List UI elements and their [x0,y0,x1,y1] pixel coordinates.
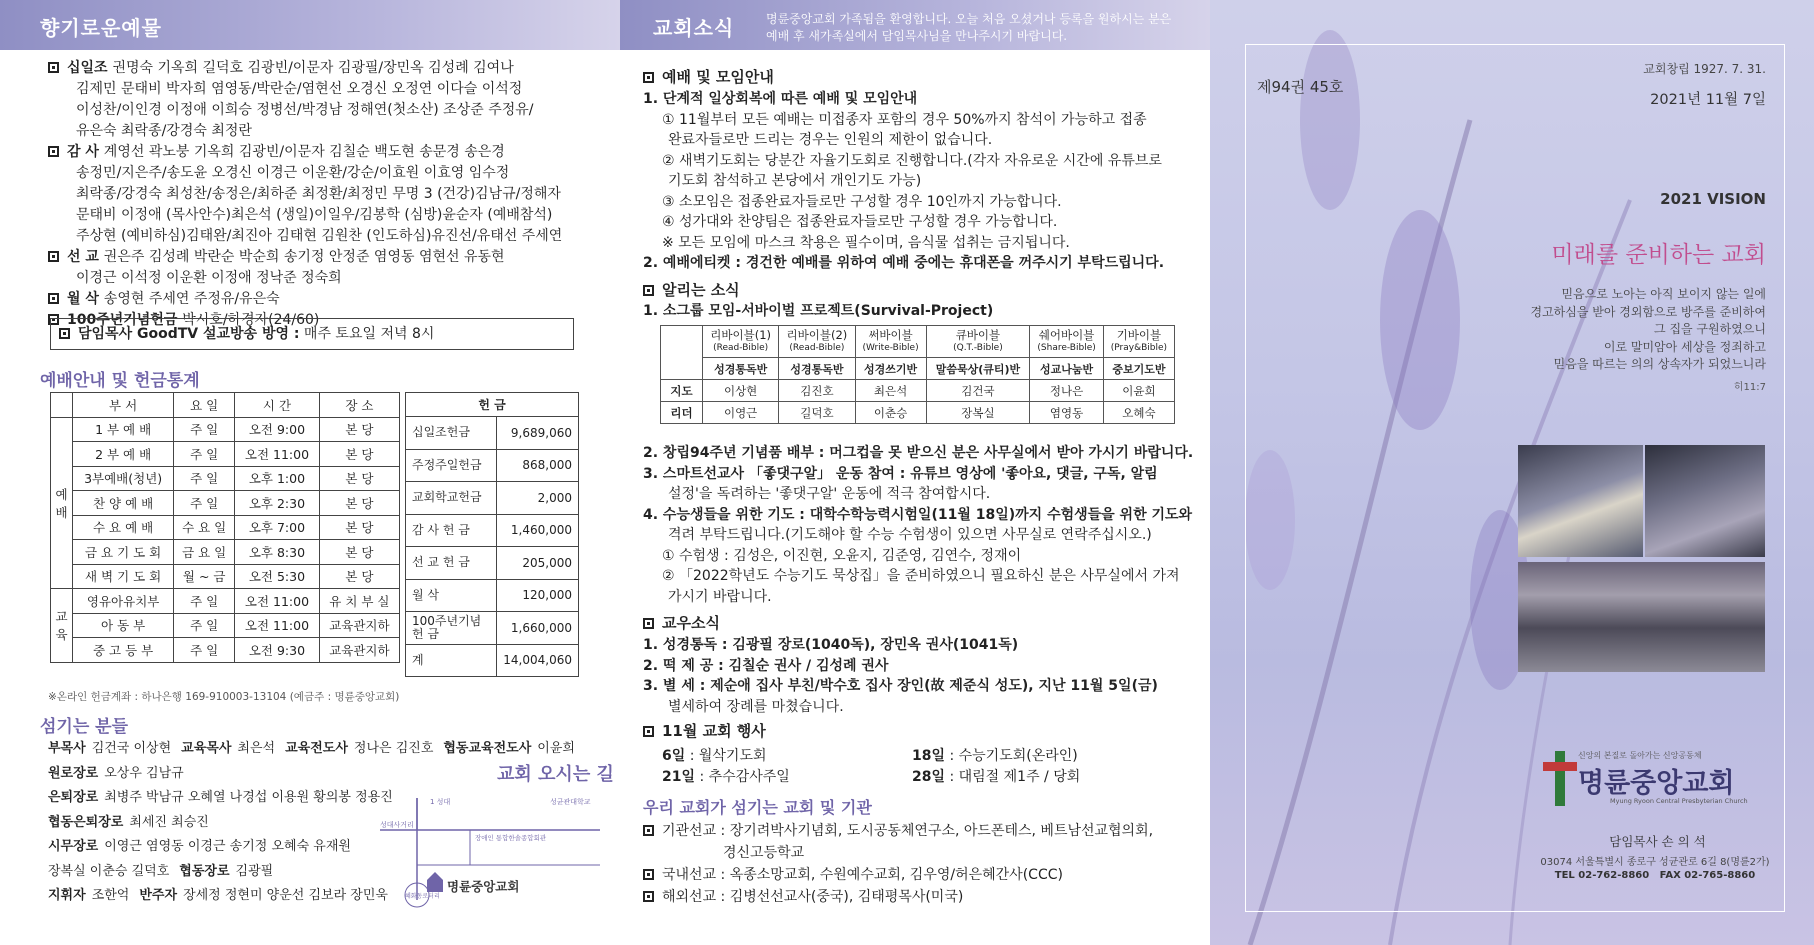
table-cell: 오후 2:30 [235,491,320,516]
offering-names: 이성찬/이인경 이정애 이희승 정병선/박경남 정해연(첫소산) 조상준 주정유/ [76,102,534,118]
server-names: 오상우 김남규 [104,765,184,781]
table-cell: 오전 9:00 [235,417,320,442]
table-row [406,514,579,547]
grid-topic: 중보기도반 [1103,358,1174,380]
server-row [48,737,585,761]
offering-line [48,58,514,79]
table-cell: 영유아유치부 [73,589,174,614]
news-line: 완료자들로만 드리는 경우는 인원의 제한이 없습니다. [668,132,993,148]
section-title-text: 교우소식 [662,614,720,632]
map-label: 명륜중앙교회 [447,879,520,894]
offering-amount: 9,689,060 [497,417,579,450]
news-line: 4. 수능생들을 위한 기도 : 대학수학능력시험일(11월 18일)까지 수험생들을 위한 기도와 [643,506,1193,523]
grid-cell: 최은석 [855,380,926,402]
server-names: 최병주 박남규 오혜열 나경섭 이용원 황의봉 정용진 [104,790,393,805]
event-item [912,745,1078,765]
offering-label: 100주년기념 헌 금 [406,612,497,645]
table-cell: 월 ~ 금 [174,564,235,589]
grid-cell: 길덕호 [779,402,855,424]
fax: FAX 02-765-8860 [1659,870,1756,881]
servers-title: 섬기는 분들 [40,717,129,737]
bullet-icon [643,72,654,83]
grid-program [855,326,926,358]
mission-text: 경신고등학교 [723,845,805,861]
program-sub: (Read-Bible) [713,342,769,353]
table-cell: 3부예배(청년) [73,466,174,491]
offering-label: 계 [406,644,497,677]
server-names: 정나은 김진호 [353,741,434,756]
news-page [620,0,1210,945]
grid-row [661,402,1175,424]
grid-topic: 성경쓰기반 [855,358,926,380]
grid-topic: 성경통독반 [703,358,779,380]
table-row [51,564,400,589]
worship-title: 예배안내 및 헌금통계 [40,371,200,391]
grid-row-label: 리더 [661,402,703,424]
offering-line [76,268,342,289]
offering-category: 감 사 [67,144,104,160]
table-header-cell: 부 서 [73,393,174,418]
news-line: 1. 성경통독 : 김광필 장로(1040독), 장민옥 권사(1041독) [643,637,1019,653]
event-text: : 추수감사주일 [695,769,790,785]
offering-names: 김제민 문태비 박자희 염영동/박란순/염현선 오경신 오정연 이다슬 이석정 [76,81,523,97]
server-names: 이윤희 [537,741,575,756]
server-role: 지휘자 [48,888,86,903]
table-cell: 오후 1:00 [235,466,320,491]
news-line: ② 「2022학년도 수능기도 묵상집」을 준비하였으니 필요하신 분은 사무실에서 가져 [662,568,1180,584]
server-names: 김광필 [235,863,274,879]
table-cell: 찬 양 예 배 [73,491,174,516]
program-sub: (Read-Bible) [789,342,845,353]
server-row [48,835,361,859]
verse-line: 이로 말미암아 세상을 정죄하고 [1603,339,1766,354]
offering-amount: 120,000 [497,579,579,612]
table-cell: 유 치 부 실 [319,589,399,614]
table-cell: 본 당 [319,540,399,565]
event-item [662,766,790,786]
grid-cell: 정나은 [1030,380,1104,402]
server-row [48,762,194,786]
section-title [643,720,766,741]
table-header-cell: 요 일 [174,393,235,418]
event-day: 6일 [662,748,686,764]
table-header-row [51,393,400,418]
server-role: 시무장로 [48,839,99,854]
offering-line [76,100,534,121]
offering-amount: 2,000 [497,482,579,515]
grid-cell: 이윤희 [1103,380,1174,402]
offering-category: 십일조 [67,60,113,76]
news-line: 2. 떡 제 공 : 김칠순 권사 / 김성례 권사 [643,657,889,674]
worship-table [50,392,400,663]
table-cell: 주 일 [174,466,235,491]
offering-label: 감 사 헌 금 [406,514,497,547]
grid-program [1030,326,1104,358]
offering-names: 권은주 김성례 박란순 박순희 송기정 안정준 염영동 염현선 유동현 [103,249,505,265]
news-line: 1. 단계적 일상회복에 따른 예배 및 모임안내 [643,91,918,107]
table-cell: 주 일 [174,442,235,467]
news-line: 별세하여 장례를 마쳤습니다. [668,698,844,715]
program-name: 쉐어바이블 [1038,327,1095,342]
grid-cell: 이춘승 [855,402,926,424]
grid-row [661,380,1175,402]
offering-names: 문태비 이정애 (목사안수)최은석 (생일)이일우/김봉학 (심방)윤순자 (예배참석) [76,207,553,223]
vision-label: 2021 VISION [1660,190,1766,208]
table-cell: 오전 5:30 [235,564,320,589]
grid-program [1103,326,1174,358]
event-day: 21일 [662,769,696,785]
news-line: 3. 스마트선교사 「좋댓구알」 운동 참여 : 유튜브 영상에 '좋아요, 댓글, 구독, 알림 [643,465,1158,482]
table-cell: 본 당 [319,466,399,491]
offering-names: 최락종/강경숙 최성찬/송정은/최하준 최정환/최정민 무명 3 (건강)김남규/정해자 [76,186,561,202]
news-line: ※ 모든 모임에 마스크 착용은 필수이며, 음식물 섭취는 금지됩니다. [662,234,1070,251]
church-address: 03074 서울특별시 종로구 성균관로 6길 8(명륜2가) [1540,857,1770,868]
verse-reference: 히11:7 [1733,382,1766,393]
verse-line: 믿음을 따르는 의의 상속자가 되었느니라 [1553,357,1766,371]
news-line [643,864,1063,884]
group-cell: 교 육 [51,589,73,663]
choir-photo [1645,445,1765,557]
cross-icon [1540,748,1580,808]
grid-program [779,326,855,358]
verse-line: 그 집을 구원하였으니 [1654,322,1766,336]
offering-names: 권명숙 기옥희 길덕호 김광빈/이문자 김광필/장민옥 김성례 김여나 [112,60,514,76]
program-sub: (Q.T.-Bible) [953,342,1003,353]
offering-stats-table [405,392,579,677]
grid-program [926,326,1030,358]
table-row [51,613,400,638]
bullet-icon [48,62,59,73]
news-line: 2. 창립94주년 기념품 배부 : 머그컵을 못 받으신 분은 사무실에서 받아 가시기 바랍니다. [643,445,1194,461]
grid-topic: 성교나눔반 [1030,358,1104,380]
table-header-cell [51,393,73,418]
news-line: ③ 소모임은 접종완료자들로만 구성할 경우 10인까지 가능합니다. [662,193,1062,210]
program-name: 큐바이블 [955,327,1001,342]
server-names: 최은석 [237,741,276,756]
table-cell: 금 요 일 [174,540,235,565]
table-cell: 수 요 예 배 [73,515,174,540]
news-line: 격려 부탁드립니다.(기도해야 할 수능 수험생이 있으면 사무실로 연락주십시오.) [668,527,1152,543]
table-row [406,449,579,482]
offering-line [76,205,552,226]
cover-page [1210,0,1814,945]
table-cell: 주 일 [174,417,235,442]
table-cell: 본 당 [319,417,399,442]
grid-header-row [661,326,1175,358]
section-title [643,279,740,300]
grid-cell: 이영근 [703,402,779,424]
grid-topic-row [661,358,1175,380]
verse-line: 경고하심을 받아 경외함으로 방주를 준비하여 [1530,304,1766,319]
table-row [51,417,400,442]
offering-line [76,121,252,142]
news-line: ④ 성가대와 찬양팀은 접종완료자들로만 구성할 경우 가능합니다. [662,214,1058,230]
section-title-text: 예배 및 모임안내 [662,68,774,86]
server-names: 이영근 염영동 이경근 송기정 오혜숙 유재원 [104,839,351,854]
server-names: 조한억 [91,888,130,903]
offering-amount: 868,000 [497,449,579,482]
section-title [643,612,720,633]
offering-names: 이경근 이석정 이운환 이정애 정낙준 정숙희 [76,270,342,286]
table-row [406,644,579,677]
program-name: 써바이블 [868,327,913,342]
sermon-photo [1518,445,1643,557]
news-line [643,820,1153,840]
table-row [406,547,579,580]
server-row [48,860,283,884]
table-cell: 아 동 부 [73,613,174,638]
grid-cell: 오혜숙 [1103,402,1174,424]
table-row [51,589,400,614]
table-row [51,466,400,491]
grid-cell: 김건국 [926,380,1030,402]
offering-line [48,289,280,310]
news-line: ① 11월부터 모든 예배는 미접종자 포함의 경우 50%까지 참석이 가능하고 접종 [662,111,1147,128]
grid-program [703,326,779,358]
table-cell: 본 당 [319,491,399,516]
news-line: 3. 별 세 : 제순애 집사 부친/박수호 집사 장인(故 제준식 성도), 지난 11월 5일(금) [643,678,1158,694]
offering-line [76,163,509,184]
table-cell: 교육관지하 [319,613,399,638]
table-cell: 주 일 [174,589,235,614]
offering-amount: 1,660,000 [497,612,579,645]
vision-slogan: 미래를 준비하는 교회 [1551,242,1766,268]
table-cell: 금 요 기 도 회 [73,540,174,565]
server-role: 반주자 [139,888,178,903]
offering-line [76,79,522,100]
table-cell: 오전 9:30 [235,638,320,663]
mission-text: 국내선교 : 옥종소망교회, 수원예수교회, 김우영/허은혜간사(CCC) [662,867,1063,883]
table-row [51,442,400,467]
bullet-icon [48,251,59,262]
table-row [406,612,579,645]
group-cell: 예 배 [51,417,73,589]
bullet-icon [643,726,654,737]
bullet-icon [48,293,59,304]
section-title-text: 알리는 소식 [662,281,740,299]
program-sub: (Write-Bible) [862,342,919,353]
offering-names: 주상현 (예비하심)김태완/최진아 김태현 김원찬 (인도하심)유진선/유태선 주세연 [76,228,563,244]
news-line: ② 새벽기도회는 당분간 자율기도회로 진행합니다.(각자 자유로운 시간에 유튜브로 [662,152,1162,169]
server-row [48,811,219,835]
server-role: 협동장로 [179,863,230,879]
table-row [51,540,400,565]
offering-names: 박시호/하경자(24/60) [182,312,320,328]
map-label: 성균관대학교 [550,798,591,806]
map-label: 1 성대 [430,798,451,806]
table-cell: 본 당 [319,442,399,467]
event-text: : 수능기도회(온라인) [945,748,1078,764]
church-name: 명륜중앙교회 [1578,768,1735,799]
server-names: 장복실 이춘승 길덕호 [48,863,170,879]
table-cell: 오전 11:00 [235,589,320,614]
bullet-icon [48,146,59,157]
table-header-cell: 헌 금 [406,393,579,417]
news-line: 기도회 참석하고 본당에서 개인기도 가능) [668,173,922,189]
server-names: 김건국 이상현 [91,741,172,756]
grid-topic: 말씀묵상(큐티)반 [926,358,1030,380]
welcome-note: 명륜중앙교회 가족됨을 환영합니다. 오늘 처음 오셨거나 등록을 원하시는 분은 예배 후 새가족실에서 담임목사님을 만나주시기 바랍니다. [766,12,1172,43]
table-header-row [406,393,579,417]
server-role: 협동은퇴장로 [48,814,124,830]
congregation-photo [1518,562,1765,672]
offering-label: 십일조헌금 [406,417,497,450]
offering-category: 100주년기념헌금 [67,312,183,328]
event-day: 18일 [912,748,946,764]
server-role: 부목사 [48,741,86,756]
survival-project-table [660,325,1175,424]
table-cell: 중 고 등 부 [73,638,174,663]
server-role: 은퇴장로 [48,790,99,805]
map-title: 교회 오시는 길 [497,764,614,785]
table-cell: 주 일 [174,638,235,663]
bullet-icon [643,825,654,836]
table-row [51,638,400,663]
offering-category: 월 삭 [67,291,104,307]
server-role: 원로장로 [48,765,99,781]
table-cell: 수 요 일 [174,515,235,540]
table-cell: 오전 11:00 [235,442,320,467]
news-line: 1. 소그룹 모임-서바이벌 프로젝트(Survival-Project) [643,303,994,319]
bullet-icon [643,891,654,902]
offering-amount: 14,004,060 [497,644,579,677]
offering-names: 송정민/지은주/송도윤 오경신 이경근 이운환/강순/이효원 이효영 임수정 [76,165,510,181]
table-row [406,579,579,612]
senior-pastor: 담임목사 손 의 석 [1609,834,1706,849]
event-text: : 대림절 제1주 / 당회 [945,769,1081,785]
offering-names: 계영선 곽노붕 기옥희 김광빈/이문자 김칠순 백도현 송문경 송은경 [103,144,505,160]
section-title [643,66,774,87]
program-name: 리바이블(1) [710,327,771,342]
news-header: 교회소식 명륜중앙교회 가족됨을 환영합니다. 오늘 처음 오셨거나 등록을 원하시는 분은 예배 후 새가족실에서 담임목사님을 만나주시기 바랍니다. [620,0,1210,50]
server-role: 교육목사 [181,741,232,756]
news-line: ① 수험생 : 김성은, 이진현, 오윤지, 김준영, 김연수, 정재이 [662,547,1022,564]
table-cell: 오전 11:00 [235,613,320,638]
offering-label: 교회학교헌금 [406,482,497,515]
program-name: 기바이블 [1116,327,1162,342]
offerings-header: 향기로운예물 [0,0,620,50]
offering-line [48,142,505,163]
offering-line [76,226,562,247]
table-header-cell: 장 소 [319,393,399,418]
table-cell: 주 일 [174,613,235,638]
grid-cell: 이상현 [703,380,779,402]
section-title: 우리 교회가 섬기는 교회 및 기관 [643,798,872,817]
table-cell: 본 당 [319,564,399,589]
offering-line [76,184,561,205]
founded-date: 교회창립 1927. 7. 31. [1643,62,1766,76]
table-cell: 2 부 예 배 [73,442,174,467]
grid-cell: 장복실 [926,402,1030,424]
program-name: 리바이블(2) [786,327,848,342]
table-cell: 본 당 [319,515,399,540]
grid-cell: 염영동 [1030,402,1104,424]
section-title-text: 11월 교회 행사 [662,722,766,740]
map-label: 혜화동로터리 [405,893,440,900]
table-row [51,491,400,516]
account-note: ※온라인 헌금계좌 : 하나은행 169-910003-13104 (예금주 : 명륜중앙교회) [48,691,400,703]
offering-amount: 1,460,000 [497,514,579,547]
event-text: : 월삭기도회 [685,748,767,764]
news-line: 2. 예배에티켓 : 경건한 예배를 위하여 예배 중에는 휴대폰을 꺼주시기 부탁드립니다. [643,255,1165,271]
program-sub: (Share-Bible) [1037,342,1096,353]
news-line: 설정'을 독려하는 '좋댓구알' 운동에 적극 참여합시다. [668,486,991,502]
offering-category: 선 교 [67,249,104,265]
offering-line [48,247,505,268]
church-map [375,790,605,915]
offering-label: 월 삭 [406,579,497,612]
news-line: 가시기 바랍니다. [668,588,772,605]
bullet-icon [643,869,654,880]
table-cell: 주 일 [174,491,235,516]
server-row [48,786,403,810]
mission-text: 기관선교 : 장기려박사기념회, 도시공동체연구소, 아드폰테스, 베트남선교협의회, [662,823,1154,839]
bullet-icon [643,618,654,629]
offering-label: 선 교 헌 금 [406,547,497,580]
table-row [406,482,579,515]
volume-number: 제94권 45호 [1257,78,1344,96]
telephone: TEL 02-762-8860 [1554,870,1650,881]
offering-page [0,0,620,945]
server-names: 최세진 최승진 [129,814,209,830]
church-logo: 신앙의 본질로 돌아가는 신앙공동체 명륜중앙교회 Myung Ryoon Central Presbyterian Church [1540,748,1760,810]
table-cell: 오후 7:00 [235,515,320,540]
news-line [643,886,963,906]
table-row [51,515,400,540]
server-role: 협동교육전도사 [443,741,532,756]
server-role: 교육전도사 [285,741,348,756]
contact-line [1530,870,1780,881]
grid-topic: 성경통독반 [779,358,855,380]
map-label: 장애인 통합한솔종합회관 [475,834,547,842]
verse-line: 믿음으로 노아는 아직 보이지 않는 일에 [1561,287,1766,301]
bible-verse [1530,286,1766,374]
offering-label: 주정주일헌금 [406,449,497,482]
event-item [662,745,767,765]
grid-corner [661,326,703,380]
map-label: 성대사거리 [380,821,414,829]
goodtv-box: 담임목사 GoodTV 설교방송 방영 : 매주 토요일 저녁 8시 [50,318,574,350]
table-header-cell: 시 간 [235,393,320,418]
grid-row-label: 지도 [661,380,703,402]
table-cell: 교육관지하 [319,638,399,663]
grid-cell: 김진호 [779,380,855,402]
table-cell: 1 부 예 배 [73,417,174,442]
offering-names: 유은숙 최락종/강경숙 최정란 [76,123,252,139]
event-day: 28일 [912,769,946,785]
issue-date: 2021년 11월 7일 [1650,92,1766,108]
program-sub: (Pray&Bible) [1110,342,1168,353]
news-line [723,842,804,862]
bullet-icon [643,285,654,296]
table-cell: 오후 8:30 [235,540,320,565]
offering-names: 송영현 주세연 주정유/유은숙 [103,291,280,307]
event-item [912,766,1080,786]
mission-text: 해외선교 : 김병선선교사(중국), 김태평목사(미국) [662,889,964,905]
table-row [406,417,579,450]
offering-amount: 205,000 [497,547,579,580]
table-cell: 새 벽 기 도 회 [73,564,174,589]
server-names: 장세정 정현미 양운선 김보라 장민욱 [183,888,388,903]
server-row [48,884,398,908]
